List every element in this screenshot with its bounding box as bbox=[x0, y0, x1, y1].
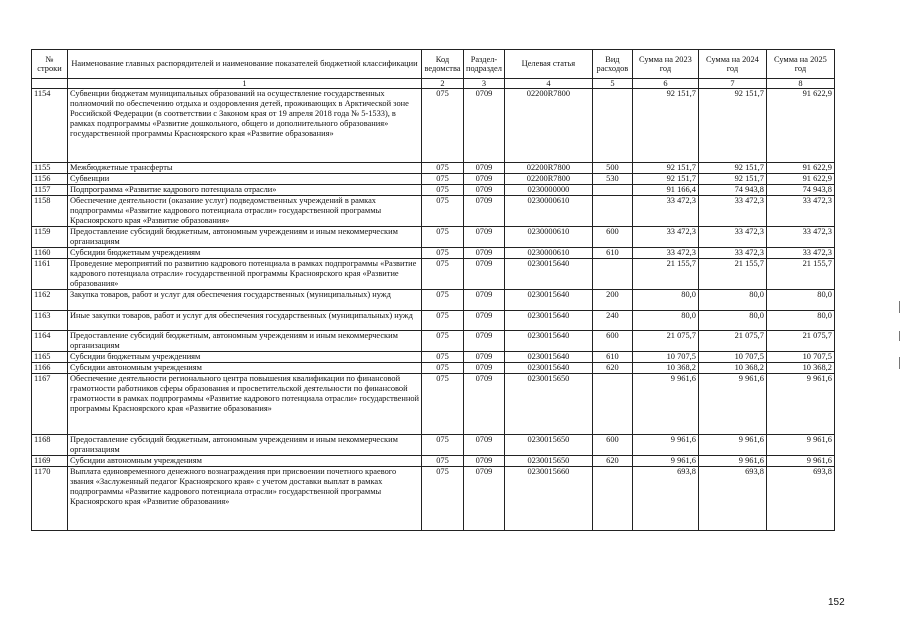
sum-2025-cell: 91 622,9 bbox=[766, 163, 834, 174]
target-item-cell: 0230015660 bbox=[504, 467, 592, 531]
sum-2025-cell: 9 961,6 bbox=[766, 435, 834, 456]
row-name-cell: Межбюджетные трансферты bbox=[68, 163, 422, 174]
row-name-cell: Предоставление субсидий бюджетным, автономным учреждениям и иным некоммерческим организациям bbox=[68, 227, 422, 248]
department-code-cell: 075 bbox=[422, 363, 464, 374]
department-code-cell: 075 bbox=[422, 456, 464, 467]
target-item-cell: 02200R7800 bbox=[504, 163, 592, 174]
row-number-cell: 1168 bbox=[32, 435, 68, 456]
row-name-cell: Закупка товаров, работ и услуг для обеспечения государственных (муниципальных) нужд bbox=[68, 290, 422, 311]
expense-type-cell: 620 bbox=[592, 363, 632, 374]
expense-type-cell bbox=[592, 185, 632, 196]
column-index-row bbox=[32, 79, 835, 89]
row-number-cell: 1159 bbox=[32, 227, 68, 248]
sum-2023-cell: 80,0 bbox=[632, 290, 698, 311]
table-row bbox=[32, 259, 835, 290]
sum-2023-cell: 33 472,3 bbox=[632, 196, 698, 227]
sum-2025-cell: 693,8 bbox=[766, 467, 834, 531]
header-target-item: Целевая статья bbox=[504, 50, 592, 79]
section-cell: 0709 bbox=[464, 311, 505, 331]
row-number-cell: 1155 bbox=[32, 163, 68, 174]
row-name-cell: Субвенции бюджетам муниципальных образований на осуществление государственных полномочий по обеспечению отдыха и оздоровления детей, проживающих в Арктической зоне Российской Федерации (в соответствии с Законом края от 19 апреля 2018 года № 5-1533), в рамках подпрограммы «Развитие дошкольного, общего и дополнительного образования» государственной программы Красноярского края «Развитие образования» bbox=[68, 89, 422, 163]
sum-2025-cell: 9 961,6 bbox=[766, 374, 834, 435]
sum-2024-cell: 10 707,5 bbox=[698, 352, 766, 363]
sum-2024-cell: 9 961,6 bbox=[698, 435, 766, 456]
sum-2023-cell: 9 961,6 bbox=[632, 456, 698, 467]
section-cell: 0709 bbox=[464, 196, 505, 227]
section-cell: 0709 bbox=[464, 435, 505, 456]
row-name-cell: Подпрограмма «Развитие кадрового потенциала отрасли» bbox=[68, 185, 422, 196]
table-row bbox=[32, 352, 835, 363]
row-name-cell: Предоставление субсидий бюджетным, автономным учреждениям и иным некоммерческим организациям bbox=[68, 331, 422, 352]
department-code-cell: 075 bbox=[422, 331, 464, 352]
sum-2025-cell: 9 961,6 bbox=[766, 456, 834, 467]
sum-2024-cell: 80,0 bbox=[698, 290, 766, 311]
table-row bbox=[32, 185, 835, 196]
table-row bbox=[32, 374, 835, 435]
table-row bbox=[32, 456, 835, 467]
table-row bbox=[32, 174, 835, 185]
row-number-cell: 1156 bbox=[32, 174, 68, 185]
expense-type-cell bbox=[592, 467, 632, 531]
expense-type-cell: 610 bbox=[592, 248, 632, 259]
department-code-cell: 075 bbox=[422, 259, 464, 290]
sum-2023-cell: 21 075,7 bbox=[632, 331, 698, 352]
row-number-cell: 1161 bbox=[32, 259, 68, 290]
header-sum-2024: Сумма на 2024 год bbox=[698, 50, 766, 79]
row-number-cell: 1167 bbox=[32, 374, 68, 435]
table-body bbox=[32, 89, 835, 531]
department-code-cell: 075 bbox=[422, 374, 464, 435]
budget-table bbox=[31, 49, 835, 531]
section-cell: 0709 bbox=[464, 227, 505, 248]
row-name-cell: Выплата единовременного денежного вознаграждения при присвоении почетного краевого звания «Заслуженный педагог Красноярского края» с учетом доставки выплат в рамках подпрограммы «Развитие кадрового потенциала отрасли» государственной программы Красноярского края «Развитие образования» bbox=[68, 467, 422, 531]
scan-edge-mark bbox=[899, 357, 900, 369]
row-name-cell: Обеспечение деятельности (оказание услуг) подведомственных учреждений в рамках подпрограммы «Развитие кадрового потенциала отрасли» государственной программы Красноярского края «Развитие образования» bbox=[68, 196, 422, 227]
row-name-cell: Иные закупки товаров, работ и услуг для обеспечения государственных (муниципальных) нужд bbox=[68, 311, 422, 331]
sum-2024-cell: 9 961,6 bbox=[698, 374, 766, 435]
header-expense-type: Вид расходов bbox=[592, 50, 632, 79]
row-number-cell: 1169 bbox=[32, 456, 68, 467]
department-code-cell: 075 bbox=[422, 227, 464, 248]
column-index: 5 bbox=[592, 79, 632, 89]
row-number-cell: 1170 bbox=[32, 467, 68, 531]
sum-2023-cell: 91 166,4 bbox=[632, 185, 698, 196]
section-cell: 0709 bbox=[464, 185, 505, 196]
sum-2023-cell: 92 151,7 bbox=[632, 174, 698, 185]
expense-type-cell bbox=[592, 89, 632, 163]
department-code-cell: 075 bbox=[422, 290, 464, 311]
table-row bbox=[32, 363, 835, 374]
header-row-number: № строки bbox=[32, 50, 68, 79]
row-number-cell: 1163 bbox=[32, 311, 68, 331]
row-number-cell: 1162 bbox=[32, 290, 68, 311]
section-cell: 0709 bbox=[464, 163, 505, 174]
expense-type-cell: 500 bbox=[592, 163, 632, 174]
department-code-cell: 075 bbox=[422, 185, 464, 196]
row-number-cell: 1160 bbox=[32, 248, 68, 259]
row-name-cell: Субсидии автономным учреждениям bbox=[68, 363, 422, 374]
sum-2024-cell: 33 472,3 bbox=[698, 196, 766, 227]
section-cell: 0709 bbox=[464, 174, 505, 185]
department-code-cell: 075 bbox=[422, 196, 464, 227]
sum-2023-cell: 33 472,3 bbox=[632, 227, 698, 248]
sum-2025-cell: 80,0 bbox=[766, 311, 834, 331]
column-index: 7 bbox=[698, 79, 766, 89]
row-name-cell: Проведение мероприятий по развитию кадрового потенциала в рамках подпрограммы «Развитие кадрового потенциала отрасли» государственной программы Красноярского края «Развитие образования» bbox=[68, 259, 422, 290]
target-item-cell: 0230015640 bbox=[504, 331, 592, 352]
sum-2024-cell: 10 368,2 bbox=[698, 363, 766, 374]
sum-2025-cell: 33 472,3 bbox=[766, 248, 834, 259]
expense-type-cell: 600 bbox=[592, 435, 632, 456]
sum-2023-cell: 9 961,6 bbox=[632, 435, 698, 456]
target-item-cell: 0230000610 bbox=[504, 248, 592, 259]
sum-2024-cell: 21 075,7 bbox=[698, 331, 766, 352]
row-name-cell: Субсидии бюджетным учреждениям bbox=[68, 248, 422, 259]
row-name-cell: Субсидии автономным учреждениям bbox=[68, 456, 422, 467]
sum-2024-cell: 92 151,7 bbox=[698, 89, 766, 163]
sum-2024-cell: 80,0 bbox=[698, 311, 766, 331]
sum-2025-cell: 91 622,9 bbox=[766, 174, 834, 185]
sum-2025-cell: 33 472,3 bbox=[766, 196, 834, 227]
scan-edge-mark bbox=[899, 331, 900, 341]
sum-2025-cell: 80,0 bbox=[766, 290, 834, 311]
expense-type-cell bbox=[592, 259, 632, 290]
expense-type-cell: 200 bbox=[592, 290, 632, 311]
column-index: 2 bbox=[422, 79, 464, 89]
target-item-cell: 02200R7800 bbox=[504, 89, 592, 163]
row-name-cell: Субсидии бюджетным учреждениям bbox=[68, 352, 422, 363]
department-code-cell: 075 bbox=[422, 163, 464, 174]
target-item-cell: 02200R7800 bbox=[504, 174, 592, 185]
table-row bbox=[32, 163, 835, 174]
table-row bbox=[32, 311, 835, 331]
department-code-cell: 075 bbox=[422, 311, 464, 331]
row-name-cell: Обеспечение деятельности регионального центра повышения квалификации по финансовой грамотности работников сферы образования и просветительской деятельности по финансовой грамотности в рамках подпрограммы «Развитие кадрового потенциала отрасли» государственной программы Красноярского края «Развитие образования» bbox=[68, 374, 422, 435]
sum-2023-cell: 92 151,7 bbox=[632, 89, 698, 163]
expense-type-cell bbox=[592, 196, 632, 227]
target-item-cell: 0230015640 bbox=[504, 259, 592, 290]
column-index: 6 bbox=[632, 79, 698, 89]
section-cell: 0709 bbox=[464, 352, 505, 363]
target-item-cell: 0230000610 bbox=[504, 196, 592, 227]
sum-2024-cell: 21 155,7 bbox=[698, 259, 766, 290]
sum-2025-cell: 21 075,7 bbox=[766, 331, 834, 352]
section-cell: 0709 bbox=[464, 89, 505, 163]
expense-type-cell: 530 bbox=[592, 174, 632, 185]
sum-2023-cell: 10 707,5 bbox=[632, 352, 698, 363]
sum-2023-cell: 92 151,7 bbox=[632, 163, 698, 174]
sum-2023-cell: 21 155,7 bbox=[632, 259, 698, 290]
sum-2024-cell: 693,8 bbox=[698, 467, 766, 531]
column-index: 3 bbox=[464, 79, 505, 89]
target-item-cell: 0230015640 bbox=[504, 311, 592, 331]
target-item-cell: 0230015650 bbox=[504, 456, 592, 467]
table-row bbox=[32, 290, 835, 311]
section-cell: 0709 bbox=[464, 467, 505, 531]
header-row bbox=[32, 50, 835, 79]
sum-2025-cell: 91 622,9 bbox=[766, 89, 834, 163]
column-index: 4 bbox=[504, 79, 592, 89]
sum-2024-cell: 92 151,7 bbox=[698, 163, 766, 174]
column-index: 8 bbox=[766, 79, 834, 89]
section-cell: 0709 bbox=[464, 456, 505, 467]
target-item-cell: 0230015650 bbox=[504, 435, 592, 456]
expense-type-cell: 610 bbox=[592, 352, 632, 363]
sum-2023-cell: 33 472,3 bbox=[632, 248, 698, 259]
table-row bbox=[32, 331, 835, 352]
sum-2025-cell: 74 943,8 bbox=[766, 185, 834, 196]
table-row bbox=[32, 227, 835, 248]
page-number: 152 bbox=[828, 597, 845, 608]
department-code-cell: 075 bbox=[422, 89, 464, 163]
row-number-cell: 1165 bbox=[32, 352, 68, 363]
target-item-cell: 0230015650 bbox=[504, 374, 592, 435]
sum-2023-cell: 9 961,6 bbox=[632, 374, 698, 435]
target-item-cell: 0230015640 bbox=[504, 352, 592, 363]
sum-2024-cell: 9 961,6 bbox=[698, 456, 766, 467]
section-cell: 0709 bbox=[464, 290, 505, 311]
target-item-cell: 0230015640 bbox=[504, 363, 592, 374]
row-number-cell: 1166 bbox=[32, 363, 68, 374]
sum-2023-cell: 10 368,2 bbox=[632, 363, 698, 374]
row-name-cell: Предоставление субсидий бюджетным, автономным учреждениям и иным некоммерческим организациям bbox=[68, 435, 422, 456]
expense-type-cell: 600 bbox=[592, 331, 632, 352]
header-name: Наименование главных распорядителей и наименование показателей бюджетной классификации bbox=[68, 50, 422, 79]
header-sum-2023: Сумма на 2023 год bbox=[632, 50, 698, 79]
table-row bbox=[32, 248, 835, 259]
row-number-cell: 1164 bbox=[32, 331, 68, 352]
target-item-cell: 0230000000 bbox=[504, 185, 592, 196]
department-code-cell: 075 bbox=[422, 174, 464, 185]
column-index bbox=[32, 79, 68, 89]
header-sum-2025: Сумма на 2025 год bbox=[766, 50, 834, 79]
expense-type-cell: 600 bbox=[592, 227, 632, 248]
row-name-cell: Субвенции bbox=[68, 174, 422, 185]
section-cell: 0709 bbox=[464, 248, 505, 259]
table-row bbox=[32, 89, 835, 163]
row-number-cell: 1158 bbox=[32, 196, 68, 227]
header-department-code: Код ведомства bbox=[422, 50, 464, 79]
sum-2024-cell: 33 472,3 bbox=[698, 248, 766, 259]
row-number-cell: 1157 bbox=[32, 185, 68, 196]
expense-type-cell bbox=[592, 374, 632, 435]
target-item-cell: 0230000610 bbox=[504, 227, 592, 248]
scan-edge-mark bbox=[899, 301, 900, 313]
section-cell: 0709 bbox=[464, 259, 505, 290]
column-index: 1 bbox=[68, 79, 422, 89]
sum-2025-cell: 10 368,2 bbox=[766, 363, 834, 374]
sum-2023-cell: 693,8 bbox=[632, 467, 698, 531]
sum-2024-cell: 74 943,8 bbox=[698, 185, 766, 196]
row-number-cell: 1154 bbox=[32, 89, 68, 163]
department-code-cell: 075 bbox=[422, 467, 464, 531]
sum-2023-cell: 80,0 bbox=[632, 311, 698, 331]
table-row bbox=[32, 196, 835, 227]
section-cell: 0709 bbox=[464, 374, 505, 435]
sum-2025-cell: 10 707,5 bbox=[766, 352, 834, 363]
sum-2025-cell: 21 155,7 bbox=[766, 259, 834, 290]
section-cell: 0709 bbox=[464, 331, 505, 352]
expense-type-cell: 620 bbox=[592, 456, 632, 467]
sum-2025-cell: 33 472,3 bbox=[766, 227, 834, 248]
header-section: Раздел-подраздел bbox=[464, 50, 505, 79]
sum-2024-cell: 33 472,3 bbox=[698, 227, 766, 248]
expense-type-cell: 240 bbox=[592, 311, 632, 331]
department-code-cell: 075 bbox=[422, 248, 464, 259]
sum-2024-cell: 92 151,7 bbox=[698, 174, 766, 185]
department-code-cell: 075 bbox=[422, 352, 464, 363]
table-row bbox=[32, 435, 835, 456]
department-code-cell: 075 bbox=[422, 435, 464, 456]
section-cell: 0709 bbox=[464, 363, 505, 374]
target-item-cell: 0230015640 bbox=[504, 290, 592, 311]
table-row bbox=[32, 467, 835, 531]
